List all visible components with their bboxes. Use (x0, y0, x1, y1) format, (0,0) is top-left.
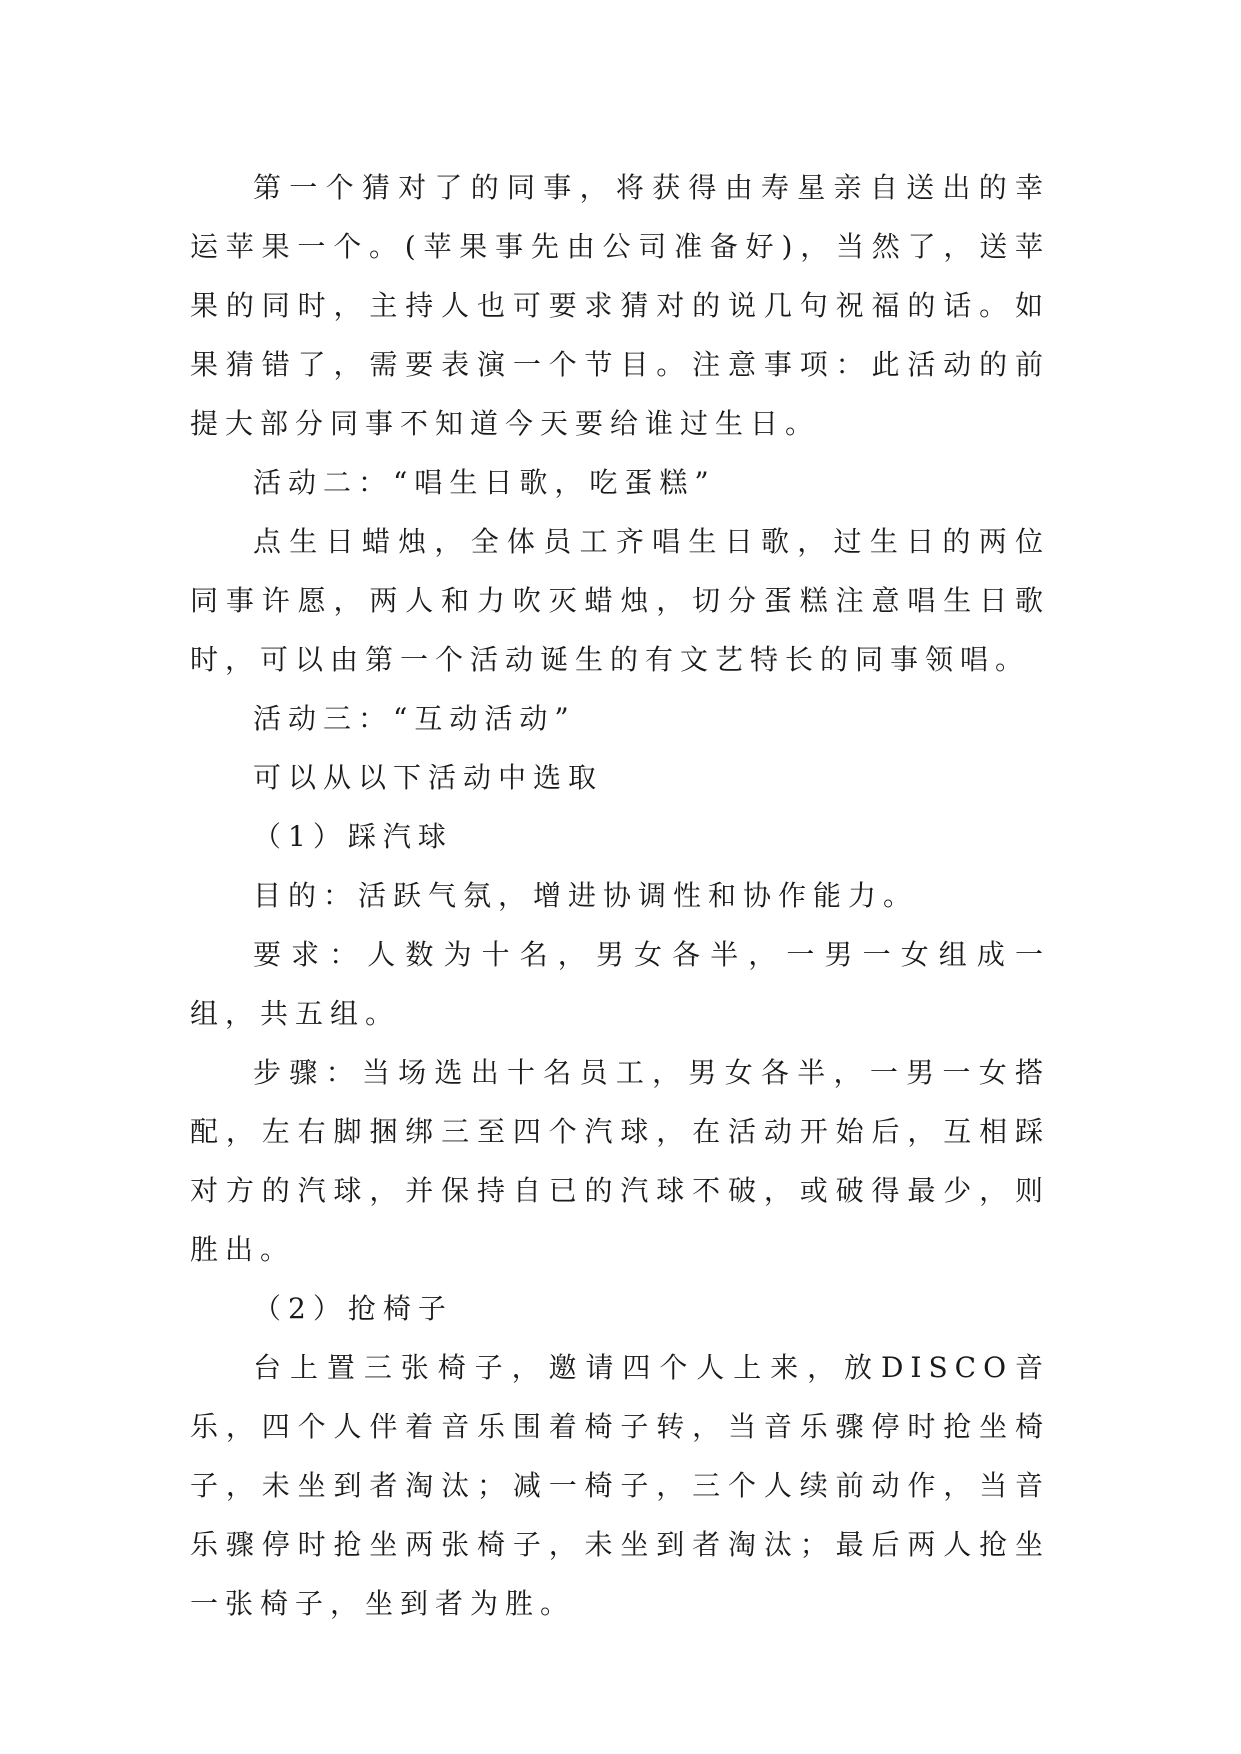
paragraph-choose-activities: 可以从以下活动中选取 (253, 761, 604, 794)
paragraph-guess-reward: 第一个猜对了的同事，将获得由寿星亲自送出的幸运苹果一个。(苹果事先由公司准备好)，当然了，送苹果的同时，主持人也可要求猜对的说几句祝福的话。如果猜错了，需要表演一个节目。注意事项：此活动的前提大部分同事不知道今天要给谁过生日。 (190, 171, 1050, 440)
item-musical-chairs: （2）抢椅子 (253, 1292, 453, 1325)
paragraph-steps: 步骤：当场选出十名员工，男女各半，一男一女搭配，左右脚捆绑三至四个汽球，在活动开始后，互相踩对方的汽球，并保持自已的汽球不破，或破得最少，则胜出。 (190, 1056, 1050, 1266)
paragraph-musical-chairs-rules: 台上置三张椅子，邀请四个人上来，放DISCO音乐，四个人伴着音乐围着椅子转，当音乐骤停时抢坐椅子，未坐到者淘汰；减一椅子，三个人续前动作，当音乐骤停时抢坐两张椅子，未坐到者淘汰；最后两人抢坐一张椅子，坐到者为胜。 (190, 1351, 1050, 1620)
heading-activity-three: 活动三：“互动活动” (253, 702, 576, 735)
paragraph-requirements: 要求：人数为十名，男女各半，一男一女组成一组，共五组。 (190, 938, 1050, 1030)
document-body (190, 158, 1050, 1633)
item-stomp-balloon: （1）踩汽球 (253, 820, 453, 853)
paragraph-birthday-song: 点生日蜡烛，全体员工齐唱生日歌，过生日的两位同事许愿，两人和力吹灭蜡烛，切分蛋糕注意唱生日歌时，可以由第一个活动诞生的有文艺特长的同事领唱。 (190, 525, 1050, 676)
heading-activity-two: 活动二：“唱生日歌，吃蛋糕” (253, 466, 716, 499)
paragraph-purpose: 目的：活跃气氛，增进协调性和协作能力。 (253, 879, 919, 912)
